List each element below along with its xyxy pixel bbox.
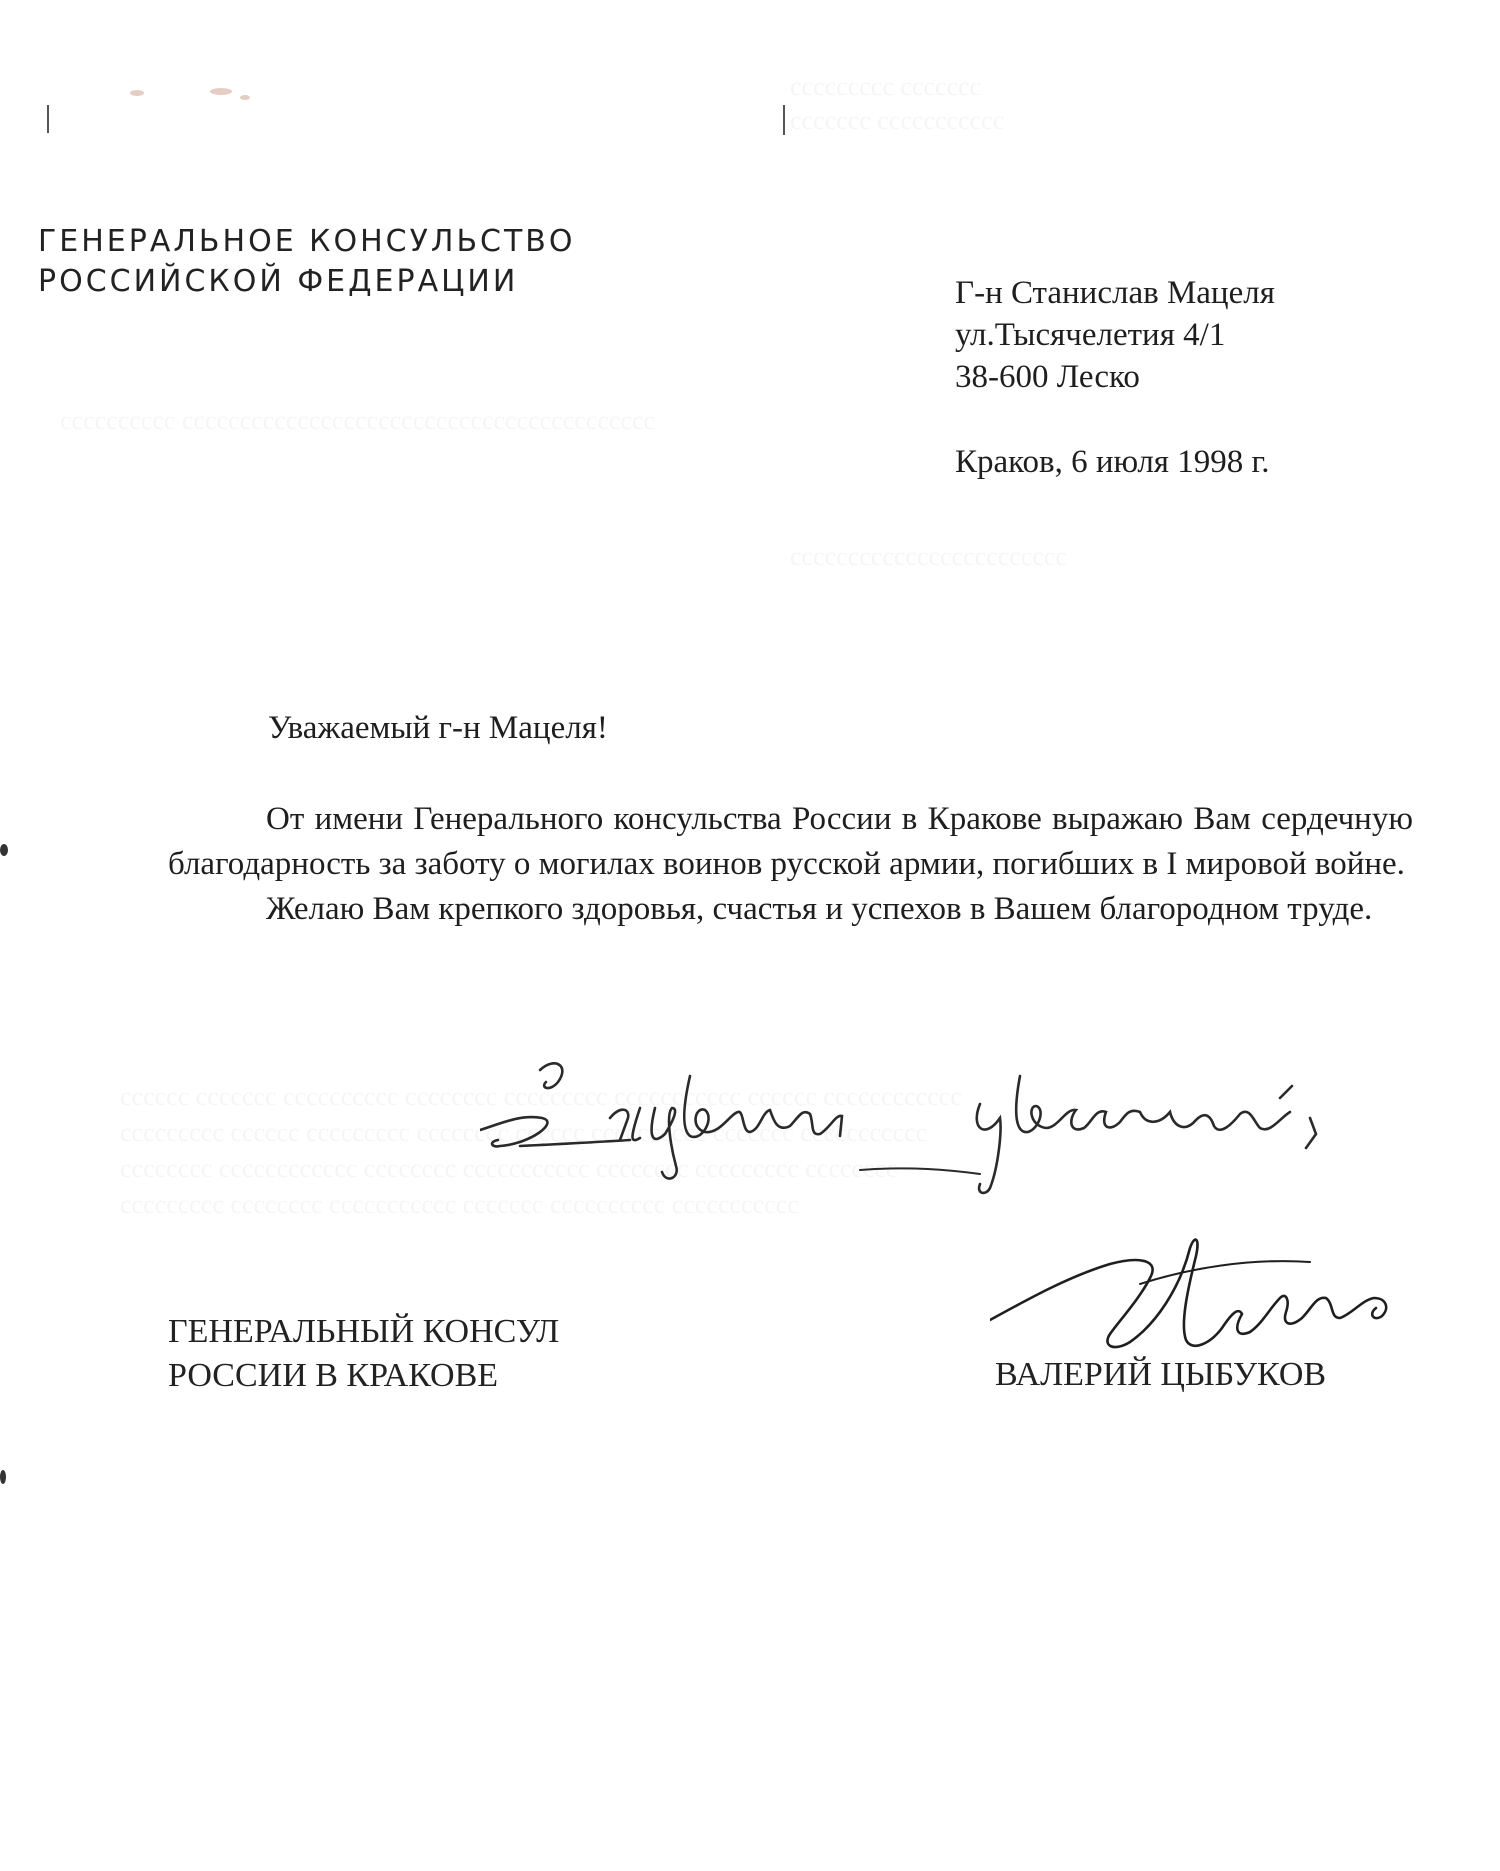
signatory-title-line-1: ГЕНЕРАЛЬНЫЙ КОНСУЛ xyxy=(168,1313,560,1350)
punch-mark xyxy=(783,105,785,135)
handwritten-closing xyxy=(480,1048,1360,1198)
letterhead xyxy=(38,222,576,302)
recipient-street: ул.Тысячелетия 4/1 xyxy=(955,317,1226,353)
signature xyxy=(990,1228,1410,1368)
letter-body xyxy=(168,797,1413,932)
body-paragraph-2: Желаю Вам крепкого здоровья, счастья и успехов в Вашем благородном труде. xyxy=(266,891,1373,927)
punch-mark xyxy=(47,105,49,133)
letter-date: Краков, 6 июля 1998 г. xyxy=(955,444,1270,480)
edge-mark xyxy=(0,844,8,856)
paper-stain xyxy=(240,95,250,100)
letterhead-line-2: РОССИЙСКОЙ ФЕДЕРАЦИИ xyxy=(38,264,519,299)
salutation: Уважаемый г-н Мацеля! xyxy=(268,710,608,746)
recipient-city: 38-600 Леско xyxy=(955,359,1140,395)
paper-stain xyxy=(130,90,144,96)
bleed-through-text xyxy=(790,104,1004,137)
edge-mark xyxy=(0,1470,6,1484)
bleed-through-text xyxy=(60,404,655,437)
bleed-through-text xyxy=(790,70,981,103)
bleed-through-text xyxy=(790,540,1067,573)
signatory-title-line-2: РОССИИ В КРАКОВЕ xyxy=(168,1357,499,1394)
body-paragraph-1: От имени Генерального консульства России в Кракове выражаю Вам сердечную благодарность за заботу о могилах воинов русской армии, погибших в I мировой войне. xyxy=(168,801,1413,882)
recipient-name: Г-н Станислав Мацеля xyxy=(955,275,1275,311)
signatory-name: ВАЛЕРИЙ ЦЫБУКОВ xyxy=(995,1356,1327,1393)
recipient-address xyxy=(955,272,1275,398)
signatory-title xyxy=(168,1310,559,1398)
paper-stain xyxy=(210,88,232,95)
letterhead-line-1: ГЕНЕРАЛЬНОЕ КОНСУЛЬСТВО xyxy=(38,224,576,259)
